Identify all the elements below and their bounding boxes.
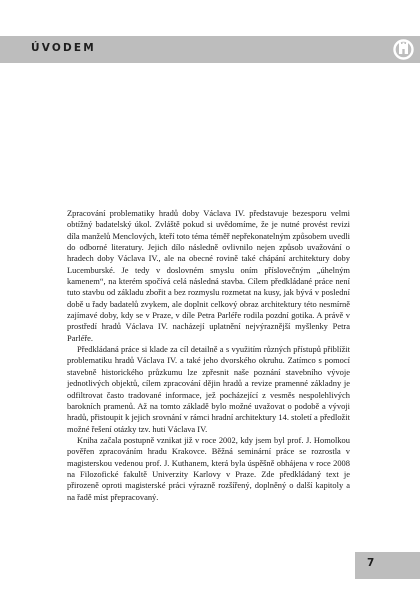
- paragraph-2: Předkládaná práce si klade za cíl detailně a s využitím různých přístupů přiblížit problematiku hradů Václava IV. a také jeho dvorského okruhu. Zatímco s pomocí stavebně historického průzkumu lze zpřesnit naše poznání stavebního vývoje jednotlivých objektů, cílem zpracování dějin hradů a revize pramenné základny je odfiltrovat často tradované informace, jež pocházející z vesměs nespolehlivých barokních pramenů. Až na tomto základě bylo možné uvažovat o podobě a vývoji hradů, přistoupit k jejich srovnání v rámci hradní architektury 14. století a předložit možné řešení otázky tzv. huti Václava IV.: [67, 344, 350, 434]
- page-number-box: [355, 552, 420, 579]
- paragraph-3: Kniha začala postupně vznikat již v roce 2002, kdy jsem byl prof. J. Homolkou pověřen zpracováním hradu Krakovce. Běžná seminární práce se rozrostla v magisterskou vedenou prof. J. Kuthanem, která byla úspěšně obhájena v roce 2008 na Filozofické fakultě Univerzity Karlovy v Praze. Zde předkládaný text je přirozeně oproti magisterské práci výrazně rozšířený, doplněný o další kapitoly a na řadě míst přepracovaný.: [67, 434, 350, 502]
- body-text: [67, 208, 350, 503]
- castle-tower-icon: [393, 39, 414, 60]
- chapter-title: ÚVODEM: [31, 42, 96, 54]
- paragraph-1: Zpracování problematiky hradů doby Václava IV. představuje bezesporu velmi obtížný badatelský úkol. Zvláště pokud si uvědomíme, že je nutné provést revizi díla manželů Menclových, kteří toto téma téměř nepřekonatelným způsobem uvedli do odborné literatury. Jejich dílo následně ovlivnilo nejen způsob uvažování o hradech doby Václava IV., ale na obecné rovině také chápání architektury doby Lucemburské. Je tedy v doslovném smyslu oním příslovečným „úhelným kamenem“, na kterém spočívá celá následná stavba. Cílem předkládané práce není tuto stavbu od základu zbořit a bez rozmyslu rozmetat na kusy, jak bývá v poslední době u řady badatelů zvykem, ale doplnit celkový obraz architektury této nesmírně zajímavé doby, kdy se v Praze, v díle Petra Parléře rodila pozdní gotika. A právě v prostředí hradů Václava IV. nacházejí uplatnění nejvýraznější myšlenky Petra Parléře.: [67, 208, 350, 343]
- page-number: 7: [367, 557, 375, 569]
